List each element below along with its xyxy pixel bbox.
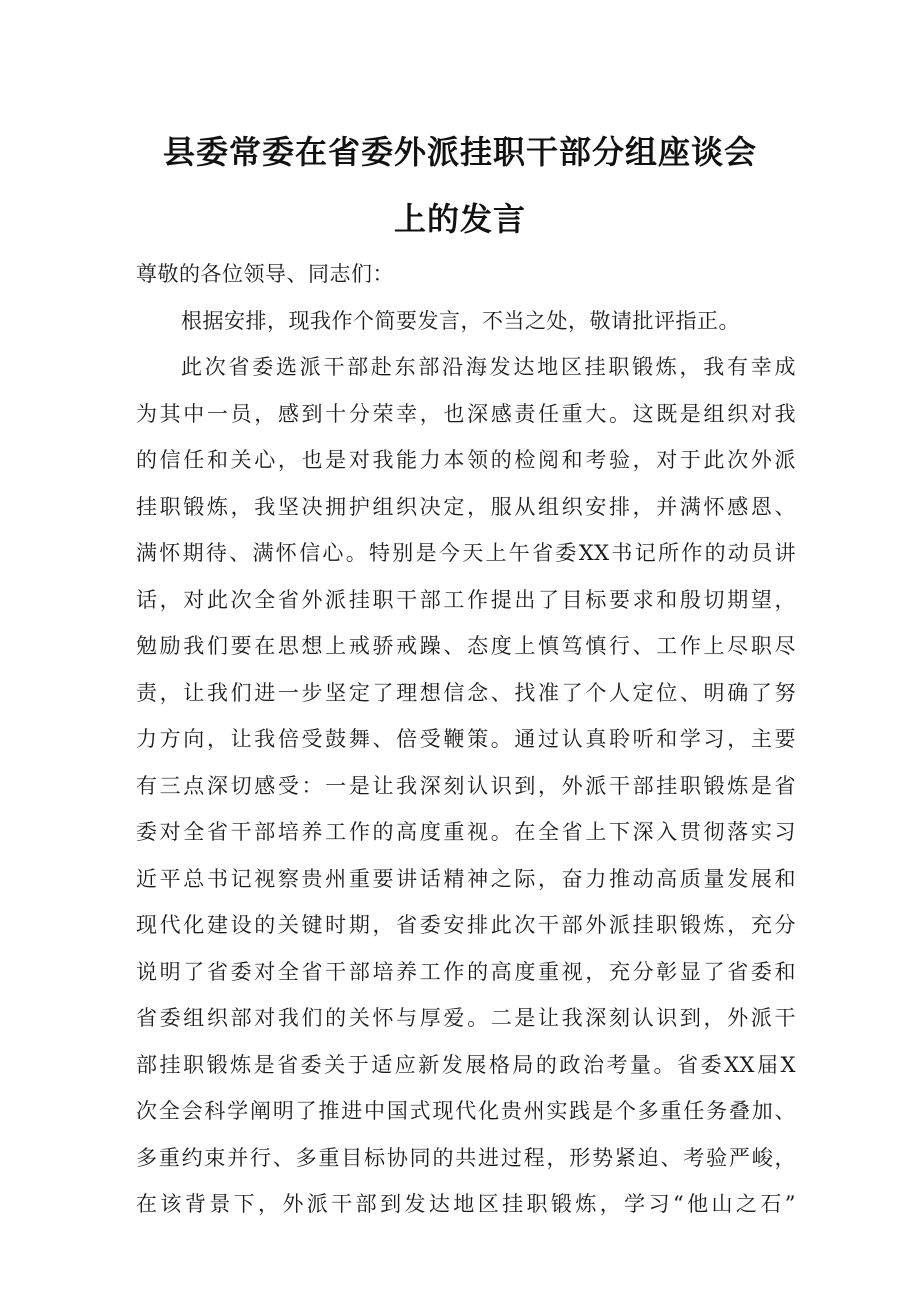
document-title-line-2: 上的发言: [393, 200, 526, 238]
document-body: [136, 251, 796, 1228]
paragraph-line: 说明了省委对全省干部培养工作的高度重视，充分彰显了省委和: [136, 959, 796, 984]
paragraph-line: 有三点深切感受：一是让我深刻认识到，外派干部挂职锻炼是省: [136, 773, 796, 798]
paragraph-line: 力方向，让我倍受鼓舞、倍受鞭策。通过认真聆听和学习，主要: [136, 727, 796, 751]
paragraph-line: 近平总书记视察贵州重要讲话精神之际，奋力推动高质量发展和: [136, 866, 796, 891]
paragraph-line: 部挂职锻炼是省委关于适应新发展格局的政治考量。省委XX届X: [136, 1052, 796, 1077]
paragraph-line: 挂职锻炼，我坚决拥护组织决定，服从组织安排，并满怀感恩、: [136, 494, 796, 519]
paragraph-line: 在该背景下，外派干部到发达地区挂职锻炼，学习“他山之石”: [136, 1192, 796, 1216]
paragraph-line: 根据安排，现我作个简要发言，不当之处，敬请批评指正。: [181, 308, 740, 333]
paragraph-line: 满怀期待、满怀信心。特别是今天上午省委XX书记所作的动员讲: [136, 541, 796, 565]
salutation: 尊敬的各位领导、同志们：: [136, 262, 394, 286]
paragraph-line: 委对全省干部培养工作的高度重视。在全省上下深入贯彻落实习: [136, 820, 796, 844]
paragraph-line: 多重约束并行、多重目标协同的共进过程，形势紧迫、考验严峻，: [136, 1145, 796, 1170]
paragraph-line: 现代化建设的关键时期，省委安排此次干部外派挂职锻炼，充分: [136, 913, 796, 937]
paragraph-line: 此次省委选派干部赴东部沿海发达地区挂职锻炼，我有幸成: [181, 355, 796, 379]
paragraph-line: 为其中一员，感到十分荣幸，也深感责任重大。这既是组织对我: [136, 401, 796, 426]
paragraph-line: 责，让我们进一步坚定了理想信念、找准了个人定位、明确了努: [136, 680, 796, 705]
paragraph-line: 的信任和关心，也是对我能力本领的检阅和考验，对于此次外派: [136, 448, 796, 472]
paragraph-line: 话，对此次全省外派挂职干部工作提出了目标要求和殷切期望，: [136, 587, 796, 612]
paragraph-line: 次全会科学阐明了推进中国式现代化贵州实践是个多重任务叠加、: [136, 1099, 796, 1123]
document-title-line-1: 县委常委在省委外派挂职干部分组座谈会: [162, 133, 757, 171]
paragraph-line: 勉励我们要在思想上戒骄戒躁、态度上慎笃慎行、工作上尽职尽: [136, 634, 796, 658]
paragraph-line: 省委组织部对我们的关怀与厚爱。二是让我深刻认识到，外派干: [136, 1006, 796, 1030]
